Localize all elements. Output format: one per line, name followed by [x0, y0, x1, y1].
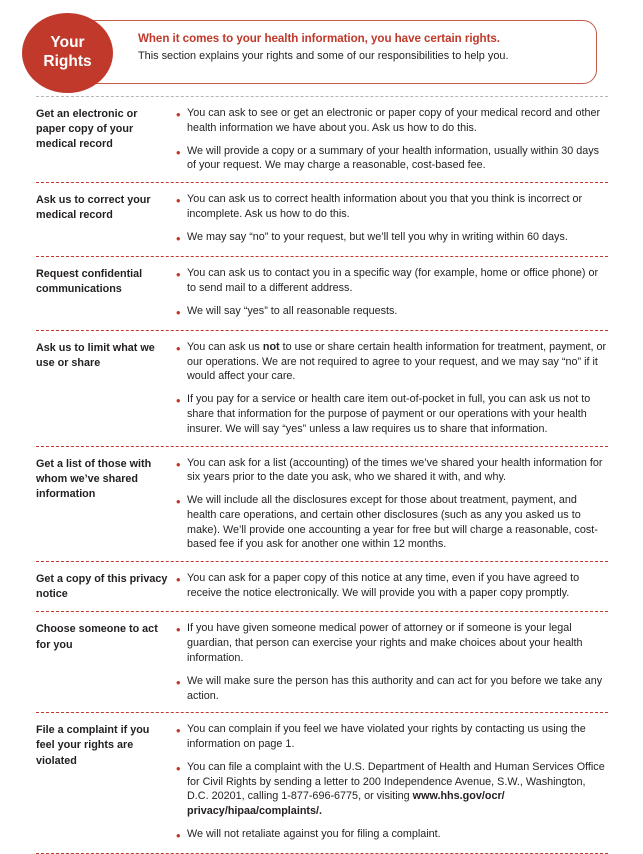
rights-row-body: [176, 106, 608, 173]
bullet-list-item: [176, 456, 608, 486]
rights-header-banner: [0, 0, 643, 96]
bullet-dot-icon: •: [176, 266, 181, 282]
bullet-list-item: [176, 304, 608, 321]
badge-line-1: Your: [50, 34, 85, 52]
bullet-text: You can file a complaint with the U.S. Department of Health and Human Services Office for Civil Rights by sending a letter to 200 Independence Avenue, S.W., Washington, D.C. 20201, calling 1-877-696-6775, or visiting www.hhs.gov/ocr/ privacy/hipaa/complaints/.: [187, 760, 605, 818]
bullet-dot-icon: •: [176, 193, 181, 209]
bullet-list-item: [176, 722, 608, 752]
bullet-list-item: [176, 674, 608, 704]
bullet-text: You can ask us to contact you in a specific way (for example, home or office phone) or to send mail to a different address.: [187, 266, 599, 294]
bullet-text: You can ask for a paper copy of this notice at any time, even if you have agreed to receive the notice electronically. We will provide you with a paper copy promptly.: [187, 572, 580, 599]
rights-row-body: [176, 456, 608, 553]
bullet-text: We will include all the disclosures except for those about treatment, payment, and health care operations, and certain other disclosures (such as any you asked us to make). We’ll provide one accounting a year for free but will charge a reasonable, cost-based fee if you ask for another one within 12 months.: [187, 494, 598, 551]
bullet-list-item: [176, 621, 608, 665]
bullet-list-item: [176, 340, 608, 384]
rights-row-heading: Ask us to limit what we use or share: [36, 341, 155, 369]
bullet-text: We will say “yes” to all reasonable requests.: [187, 304, 398, 317]
bullet-text: You can ask us not to use or share certain health information for treatment, payment, or our operations. We are not required to agree to your request, and we may say “no” if it would affect your care.: [187, 340, 607, 383]
bullet-dot-icon: •: [176, 393, 181, 409]
rights-row-heading: Request confidential communications: [36, 267, 143, 296]
rights-row-body: [176, 266, 608, 321]
bullet-dot-icon: •: [176, 572, 181, 588]
bullet-dot-icon: •: [176, 340, 181, 356]
rights-row: [36, 257, 608, 330]
bullet-dot-icon: •: [176, 674, 181, 690]
bullet-dot-icon: •: [176, 107, 181, 122]
rights-row-heading: Get a copy of this privacy notice: [36, 573, 168, 601]
bullet-dot-icon: •: [176, 622, 181, 638]
header-subtitle: This section explains your rights and some of our responsibilities to help you.: [138, 49, 509, 62]
bullet-dot-icon: •: [176, 144, 181, 160]
rights-row: [36, 562, 608, 611]
rights-row: [36, 447, 608, 562]
bullet-text: You can ask to see or get an electronic or paper copy of your medical record and other health information we have about you. Ask us how to do this.: [187, 107, 601, 134]
rights-row-body: [176, 571, 608, 601]
badge-line-2: Rights: [43, 53, 92, 70]
bullet-text: We may say “no” to your request, but we’ll tell you why in writing within 60 days.: [187, 230, 568, 243]
rights-row-body: [176, 192, 608, 247]
rights-row-body: [176, 621, 608, 703]
bullet-list-item: [176, 266, 608, 296]
bullet-text: If you have given someone medical power of attorney or if someone is your legal guardian, that person can exercise your rights and make choices about your health information.: [187, 622, 583, 664]
rights-row: [36, 331, 608, 446]
your-rights-badge: [22, 13, 113, 93]
bullet-list-item: [176, 106, 608, 136]
rights-row-body: [176, 340, 608, 437]
bullet-dot-icon: •: [176, 760, 181, 776]
bullet-list-item: [176, 493, 608, 552]
rights-row: [36, 183, 608, 256]
bullet-list-item: [176, 230, 608, 247]
bullet-list-item: [176, 827, 608, 844]
bullet-list-item: [176, 571, 608, 601]
rights-row-heading: Ask us to correct your medical record: [36, 194, 151, 222]
bullet-text: You can ask for a list (accounting) of the times we’ve shared your health information for six years prior to the date you ask, who we shared it with, and why.: [187, 456, 603, 484]
bullet-text: You can ask us to correct health information about you that you think is incorrect or incomplete. Ask us how to do this.: [187, 193, 583, 220]
bullet-text: You can complain if you feel we have violated your rights by contacting us using the information on page 1.: [187, 723, 586, 751]
bullet-dot-icon: •: [176, 304, 181, 320]
bullet-list-item: [176, 392, 608, 436]
bullet-list-item: [176, 192, 608, 222]
header-title: When it comes to your health information, you have certain rights.: [138, 32, 500, 45]
rights-row-heading: Get a list of those with whom we’ve shared information: [36, 457, 152, 500]
rights-row: [36, 612, 608, 712]
bullet-dot-icon: •: [176, 723, 181, 739]
rights-row-heading: Choose someone to act for you: [36, 623, 158, 651]
bullet-dot-icon: •: [176, 828, 181, 843]
rights-row-heading: Get an electronic or paper copy of your medical record: [36, 108, 138, 151]
bullet-list-item: [176, 760, 608, 819]
rights-row-body: [176, 722, 608, 844]
header-text-group: [138, 31, 588, 64]
bullet-dot-icon: •: [176, 494, 181, 510]
bullet-dot-icon: •: [176, 456, 181, 472]
rights-row: [36, 713, 608, 853]
bullet-list-item: [176, 144, 608, 174]
bullet-text: We will make sure the person has this authority and can act for you before we take any action.: [187, 674, 603, 702]
bullet-text: We will provide a copy or a summary of your health information, usually within 30 days of your request. We may charge a reasonable, cost-based fee.: [187, 144, 600, 172]
rights-row-list: [36, 96, 608, 854]
rights-row: [36, 97, 608, 182]
bullet-text: If you pay for a service or health care item out-of-pocket in full, you can ask us not to share that information for the purpose of payment or our operations with your health insurer. We will say “yes” unless a law requires us to share that information.: [187, 393, 591, 435]
bullet-text: We will not retaliate against you for filing a complaint.: [187, 828, 441, 840]
rights-row-heading: File a complaint if you feel your rights are violated: [36, 724, 150, 767]
bullet-dot-icon: •: [176, 230, 181, 246]
